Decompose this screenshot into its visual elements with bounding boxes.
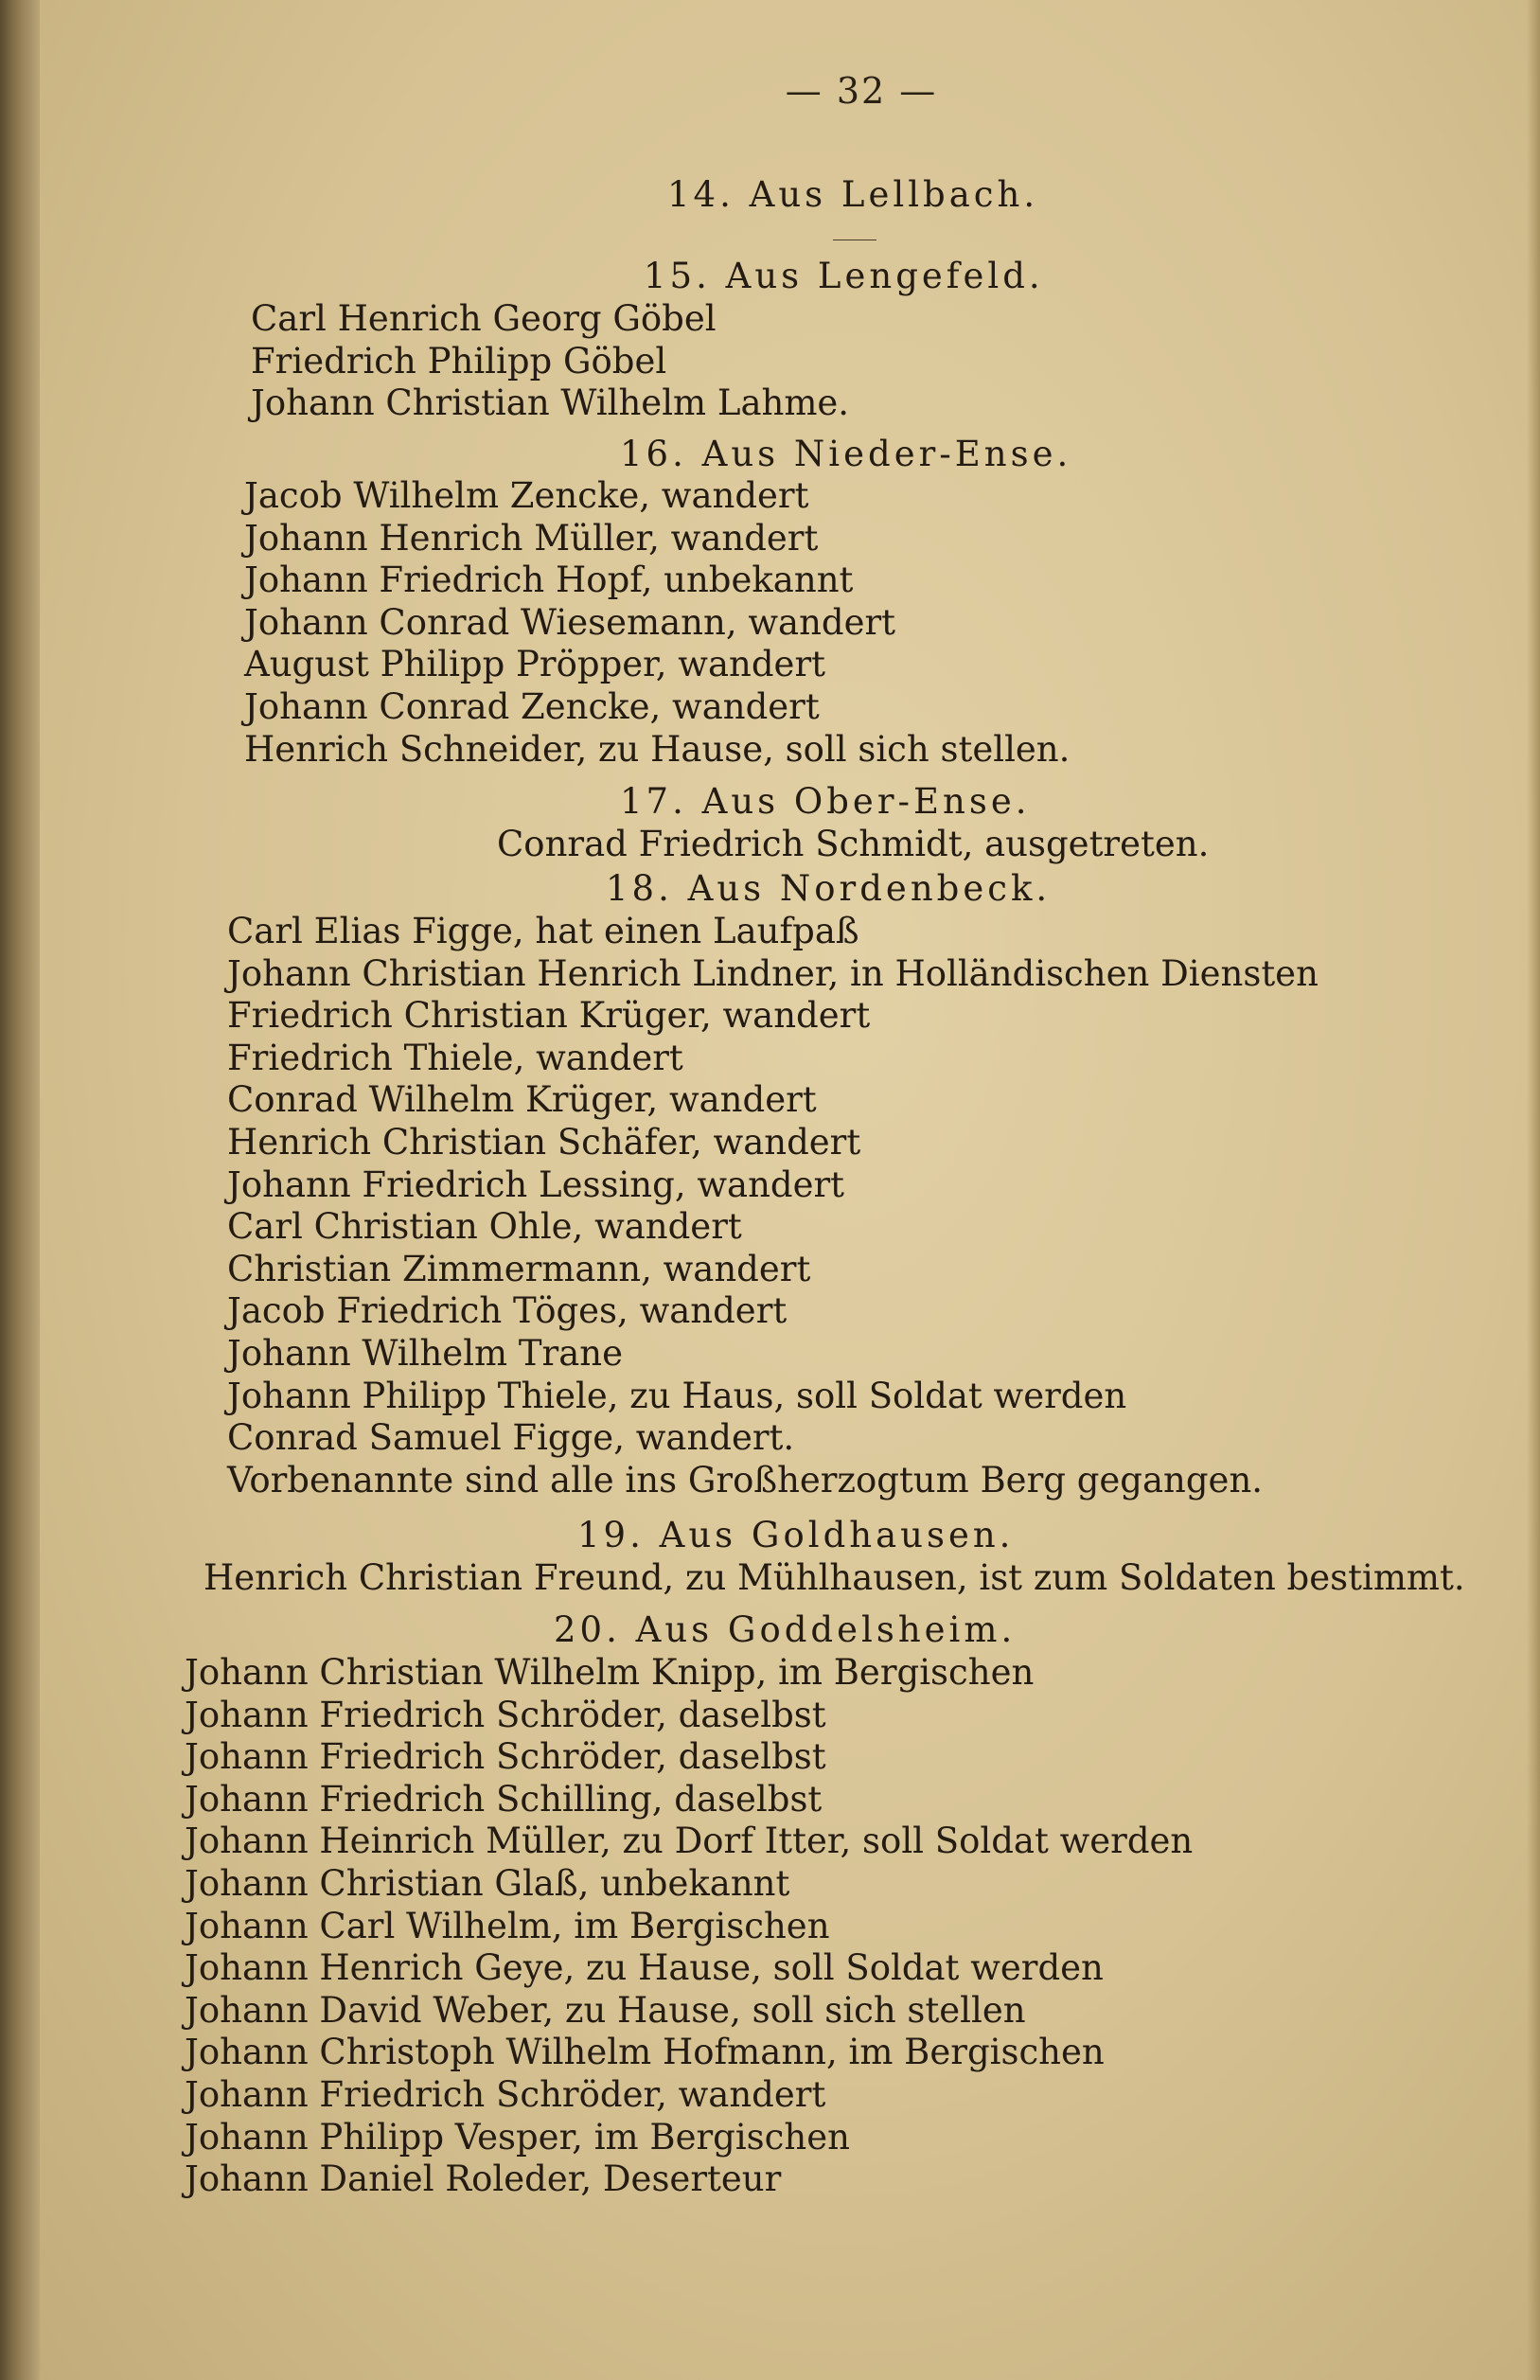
list-item: Johann Friedrich Schröder, daselbst xyxy=(185,1694,826,1735)
list-item: Johann Friedrich Schröder, daselbst xyxy=(185,1736,826,1778)
list-item: August Philipp Pröpper, wandert xyxy=(244,644,826,685)
list-item: Friedrich Philipp Göbel xyxy=(251,340,667,382)
list-item: Conrad Samuel Figge, wandert. xyxy=(227,1417,795,1459)
list-item: Johann Daniel Roleder, Deserteur xyxy=(185,2158,782,2200)
list-item: Jacob Friedrich Töges, wandert xyxy=(227,1290,788,1332)
list-item: Johann Friedrich Hopf, unbekannt xyxy=(244,559,854,601)
list-item: Johann Conrad Wiesemann, wandert xyxy=(244,601,896,643)
list-item: Christian Zimmermann, wandert xyxy=(227,1248,811,1289)
list-item: Friedrich Christian Krüger, wandert xyxy=(227,995,871,1037)
list-item: Johann Friedrich Lessing, wandert xyxy=(227,1163,845,1205)
section-heading-15: 15. Aus Lengefeld. xyxy=(644,256,1044,296)
section-heading-14: 14. Aus Lellbach. xyxy=(667,174,1039,215)
list-item: Johann Christian Wilhelm Knipp, im Bergischen xyxy=(185,1652,1035,1693)
book-spine-shadow xyxy=(0,0,40,2380)
page-edge xyxy=(1527,0,1540,2380)
list-item: Johann David Weber, zu Hause, soll sich stellen xyxy=(185,1989,1026,2031)
list-item: Henrich Schneider, zu Hause, soll sich stellen. xyxy=(244,728,1071,770)
list-item: Johann Friedrich Schilling, daselbst xyxy=(185,1778,823,1820)
list-item: Carl Elias Figge, hat einen Laufpaß xyxy=(227,911,859,951)
list-item: Johann Philipp Vesper, im Bergischen xyxy=(185,2116,850,2158)
list-item: Conrad Wilhelm Krüger, wandert xyxy=(227,1079,817,1121)
list-item: Johann Friedrich Schröder, wandert xyxy=(185,2073,826,2115)
list-item: Johann Heinrich Müller, zu Dorf Itter, soll Soldat werden xyxy=(185,1821,1194,1862)
list-item: Johann Christian Wilhelm Lahme. xyxy=(251,382,850,424)
list-item: Johann Carl Wilhelm, im Bergischen xyxy=(185,1905,830,1946)
list-item: Johann Henrich Müller, wandert xyxy=(244,517,819,559)
section-heading-18: 18. Aus Nordenbeck. xyxy=(606,868,1052,909)
list-item: Jacob Wilhelm Zencke, wandert xyxy=(244,475,809,516)
section-heading-20: 20. Aus Goddelsheim. xyxy=(554,1609,1017,1650)
list-item: Henrich Christian Schäfer, wandert xyxy=(227,1121,861,1163)
list-item: Johann Henrich Geye, zu Hause, soll Soldat werden xyxy=(185,1947,1104,1989)
list-item: Johann Conrad Zencke, wandert xyxy=(244,685,820,727)
list-item: Friedrich Thiele, wandert xyxy=(227,1037,683,1078)
list-item: Henrich Christian Freund, zu Mühlhausen, ist zum Soldaten bestimmt. xyxy=(204,1557,1465,1598)
section-heading-19: 19. Aus Goldhausen. xyxy=(577,1515,1015,1555)
list-item: Johann Christian Henrich Lindner, in Holländischen Diensten xyxy=(227,952,1319,994)
list-item: Johann Christian Glaß, unbekannt xyxy=(185,1862,790,1904)
list-item: Johann Wilhelm Trane xyxy=(227,1332,624,1374)
page-number: — 32 — xyxy=(785,70,938,112)
list-item: Conrad Friedrich Schmidt, ausgetreten. xyxy=(497,824,1210,864)
section-heading-17: 17. Aus Ober-Ense. xyxy=(620,781,1031,822)
list-item: Johann Christoph Wilhelm Hofmann, im Bergischen xyxy=(185,2032,1105,2073)
list-item: Carl Henrich Georg Göbel xyxy=(251,298,717,339)
list-item: Carl Christian Ohle, wandert xyxy=(227,1206,742,1248)
list-item: Johann Philipp Thiele, zu Haus, soll Soldat werden xyxy=(227,1375,1127,1416)
section-heading-16: 16. Aus Nieder-Ense. xyxy=(620,434,1072,474)
list-item: Vorbenannte sind alle ins Großherzogtum Berg gegangen. xyxy=(227,1459,1264,1501)
